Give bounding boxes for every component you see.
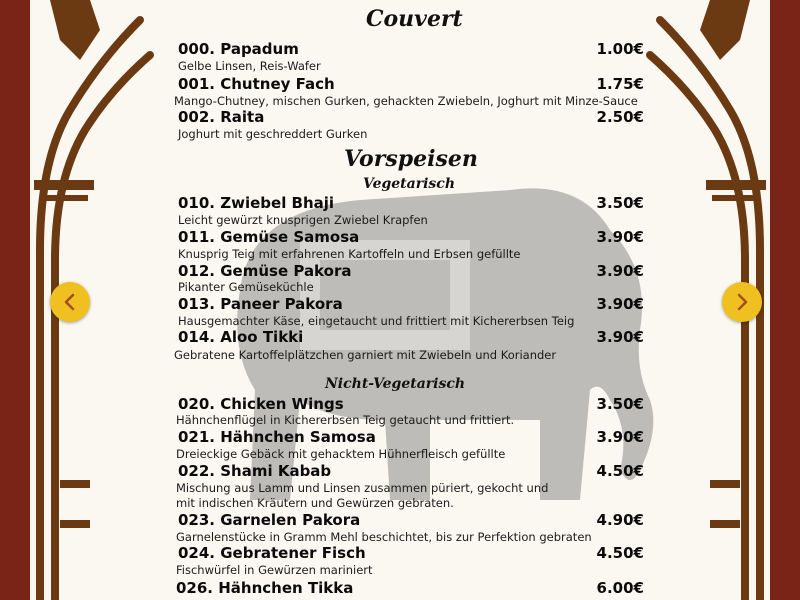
chevron-left-icon <box>60 292 80 312</box>
menu-item-name: 010. Zwiebel Bhaji <box>178 194 335 212</box>
menu-item-name: 024. Gebratener Fisch <box>178 544 366 562</box>
section-vorspeisen-title: Vorspeisen <box>344 146 478 172</box>
menu-item-description: Hähnchenflügel in Kichererbsen Teig getaucht und frittiert. <box>176 413 515 427</box>
menu-item-price: 4.50€ <box>596 462 644 480</box>
menu-item-name: 001. Chutney Fach <box>178 75 335 93</box>
menu-item-description: Mischung aus Lamm und Linsen zusammen püriert, gekocht und <box>176 481 549 495</box>
menu-item-description: Gelbe Linsen, Reis-Wafer <box>178 59 321 73</box>
menu-item-name: 000. Papadum <box>178 40 299 58</box>
menu-item-price: 2.50€ <box>596 108 644 126</box>
menu-item-price: 3.90€ <box>596 262 644 280</box>
menu-item-price: 3.90€ <box>596 228 644 246</box>
section-couvert-title: Couvert <box>366 6 463 32</box>
menu-item-price: 1.00€ <box>596 40 644 58</box>
menu-item-description: Fischwürfel in Gewürzen mariniert <box>176 563 373 577</box>
menu-item-price: 4.90€ <box>596 511 644 529</box>
menu-item-description: Gebratene Kartoffelplätzchen garniert mit Zwiebeln und Koriander <box>174 348 557 362</box>
chevron-right-icon <box>732 292 752 312</box>
menu-item-description: Knusprig Teig mit erfahrenen Kartoffeln und Erbsen gefüllte <box>178 247 521 261</box>
subsection-vegetarisch-title: Vegetarisch <box>363 176 455 192</box>
menu-item-description: Garnelenstücke in Gramm Mehl beschichtet, bis zur Perfektion gebraten <box>176 530 592 544</box>
menu-item-price: 3.90€ <box>596 428 644 446</box>
menu-item-price: 3.90€ <box>596 328 644 346</box>
menu-item-name: 002. Raita <box>178 108 265 126</box>
next-page-button[interactable] <box>722 282 762 322</box>
menu-item-name: 026. Hähnchen Tikka <box>176 579 354 597</box>
menu-item-price: 3.90€ <box>596 295 644 313</box>
menu-item-price: 4.50€ <box>596 544 644 562</box>
menu-item-description: Joghurt mit geschreddert Gurken <box>178 127 368 141</box>
menu-item-price: 3.50€ <box>596 395 644 413</box>
menu-item-name: 012. Gemüse Pakora <box>178 262 352 280</box>
menu-item-name: 021. Hähnchen Samosa <box>178 428 376 446</box>
menu-item-description: Pikanter Gemüseküchle <box>178 280 314 294</box>
menu-item-description-line2: mit indischen Kräutern und Gewürzen gebraten. <box>176 496 454 510</box>
menu-item-price: 1.75€ <box>596 75 644 93</box>
menu-item-description: Hausgemachter Käse, eingetaucht und frittiert mit Kichererbsen Teig <box>178 314 575 328</box>
subsection-nicht-vegetarisch-title: Nicht-Vegetarisch <box>325 376 466 392</box>
menu-item-description: Leicht gewürzt knusprigen Zwiebel Krapfen <box>178 213 428 227</box>
previous-page-button[interactable] <box>50 282 90 322</box>
menu-page <box>30 0 770 600</box>
menu-item-name: 023. Garnelen Pakora <box>178 511 361 529</box>
menu-item-name: 013. Paneer Pakora <box>178 295 343 313</box>
menu-item-name: 014. Aloo Tikki <box>178 328 304 346</box>
menu-item-description: Dreieckige Gebäck mit gehacktem Hühnerfleisch gefüllte <box>176 447 506 461</box>
menu-item-name: 020. Chicken Wings <box>178 395 344 413</box>
menu-item-name: 011. Gemüse Samosa <box>178 228 360 246</box>
menu-item-name: 022. Shami Kabab <box>178 462 332 480</box>
menu-item-description: Mango-Chutney, mischen Gurken, gehackten Zwiebeln, Joghurt mit Minze-Sauce <box>174 94 638 108</box>
menu-item-price: 3.50€ <box>596 194 644 212</box>
menu-item-price: 6.00€ <box>596 579 644 597</box>
